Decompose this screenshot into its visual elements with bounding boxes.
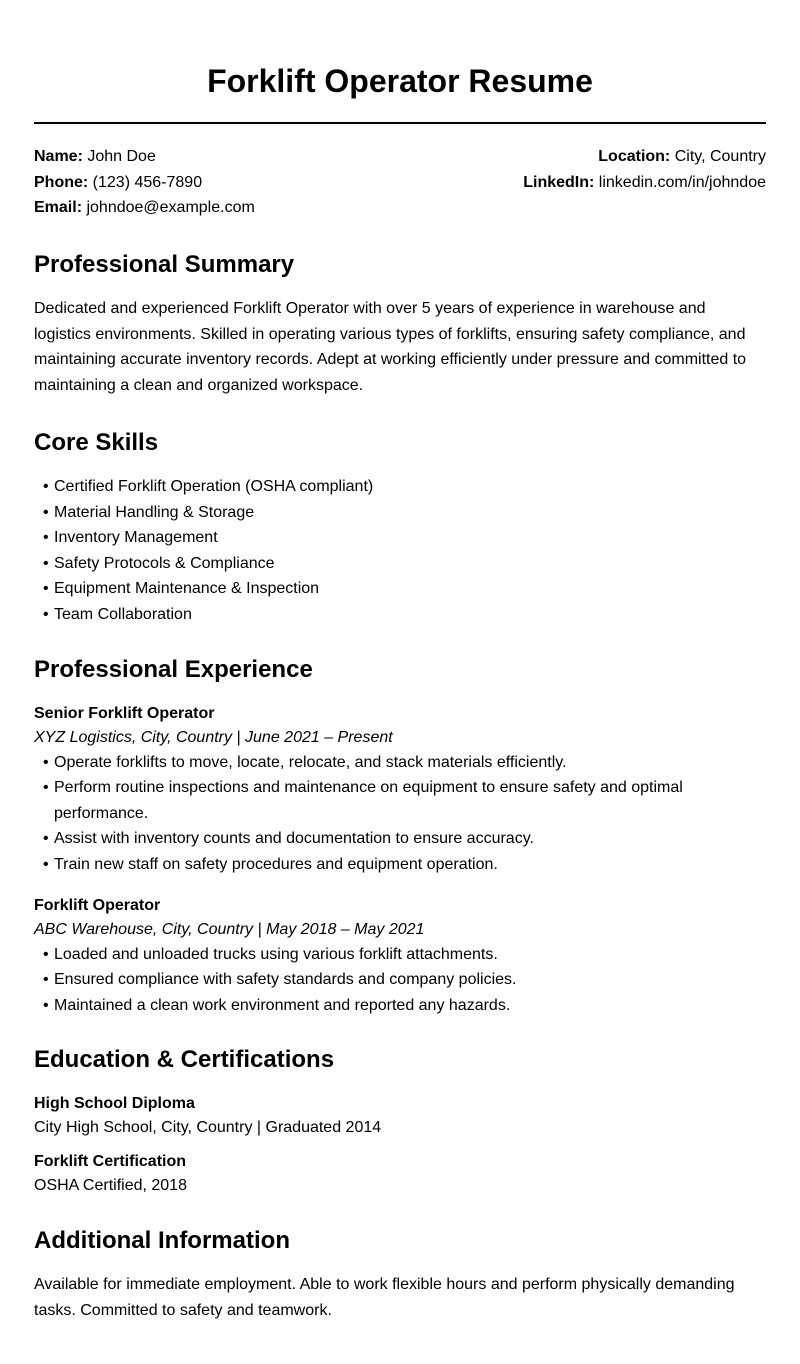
contact-block xyxy=(34,144,766,221)
contact-phone xyxy=(34,170,255,196)
location-value: City, Country xyxy=(674,148,766,165)
job-entry xyxy=(34,894,766,1019)
job-meta: ABC Warehouse, City, Country | May 2018 – May 2021 xyxy=(34,920,425,938)
duty-item: • Operate forklifts to move, locate, relocate, and stack materials efficiently. xyxy=(34,750,766,776)
email-label: Email: xyxy=(34,199,83,217)
duty-item: • Assist with inventory counts and documentation to ensure accuracy. xyxy=(34,826,766,852)
experience-section xyxy=(34,656,766,1019)
title-divider xyxy=(34,122,766,124)
additional-heading: Additional Information xyxy=(34,1227,290,1255)
education-section xyxy=(34,1046,766,1199)
name-value: John Doe xyxy=(87,148,156,165)
name-label: Name: xyxy=(34,148,83,165)
location-label: Location: xyxy=(598,148,671,165)
skill-item: • Team Collaboration xyxy=(34,602,766,628)
skills-section xyxy=(34,429,766,628)
skills-list xyxy=(34,474,766,628)
education-title: High School Diploma xyxy=(34,1095,195,1113)
contact-name xyxy=(34,144,255,170)
phone-label: Phone: xyxy=(34,173,89,191)
skills-heading: Core Skills xyxy=(34,428,159,456)
skill-item: • Inventory Management xyxy=(34,525,766,551)
summary-section xyxy=(34,251,766,399)
education-entry xyxy=(34,1092,766,1141)
job-title: Senior Forklift Operator xyxy=(34,704,215,722)
contact-email xyxy=(34,195,255,221)
contact-left xyxy=(34,144,255,221)
skill-item: • Material Handling & Storage xyxy=(34,500,766,526)
job-duties xyxy=(34,942,766,1019)
duty-item: • Train new staff on safety procedures and equipment operation. xyxy=(34,852,766,878)
linkedin-value: linkedin.com/in/johndoe xyxy=(598,173,766,191)
additional-section xyxy=(34,1227,766,1324)
education-detail: City High School, City, Country | Graduated 2014 xyxy=(34,1119,382,1137)
summary-heading: Professional Summary xyxy=(34,250,295,278)
job-duties xyxy=(34,750,766,878)
skill-item: • Equipment Maintenance & Inspection xyxy=(34,576,766,602)
page-title: Forklift Operator Resume xyxy=(207,63,593,99)
education-title: Forklift Certification xyxy=(34,1153,187,1171)
job-title: Forklift Operator xyxy=(34,896,161,914)
duty-item: • Maintained a clean work environment and reported any hazards. xyxy=(34,993,766,1019)
job-meta: XYZ Logistics, City, Country | June 2021 – Present xyxy=(34,728,393,746)
job-entry xyxy=(34,702,766,878)
duty-item: • Perform routine inspections and maintenance on equipment to ensure safety and optimal performance. xyxy=(34,775,766,826)
summary-text: Dedicated and experienced Forklift Operator with over 5 years of experience in warehouse and logistics environments. Skilled in operating various types of forklifts, ensuring safety compliance, and maintaining accurate inventory records. Adept at working efficiently under pressure and committed to maintaining a clean and organized workspace. xyxy=(34,299,747,395)
duty-item: • Loaded and unloaded trucks using various forklift attachments. xyxy=(34,942,766,968)
contact-linkedin xyxy=(523,170,766,196)
skill-item: • Safety Protocols & Compliance xyxy=(34,551,766,577)
skill-item: • Certified Forklift Operation (OSHA compliant) xyxy=(34,474,766,500)
email-value: johndoe@example.com xyxy=(86,199,255,217)
education-heading: Education & Certifications xyxy=(34,1046,335,1074)
phone-value: (123) 456-7890 xyxy=(92,173,203,191)
contact-location xyxy=(523,144,766,170)
experience-heading: Professional Experience xyxy=(34,655,313,683)
duty-item: • Ensured compliance with safety standards and company policies. xyxy=(34,967,766,993)
linkedin-label: LinkedIn: xyxy=(523,173,595,191)
education-entry xyxy=(34,1150,766,1199)
contact-right xyxy=(523,144,766,221)
additional-text: Available for immediate employment. Able to work flexible hours and perform physically demanding tasks. Committed to safety and teamwork. xyxy=(34,1276,735,1320)
education-detail: OSHA Certified, 2018 xyxy=(34,1177,187,1195)
